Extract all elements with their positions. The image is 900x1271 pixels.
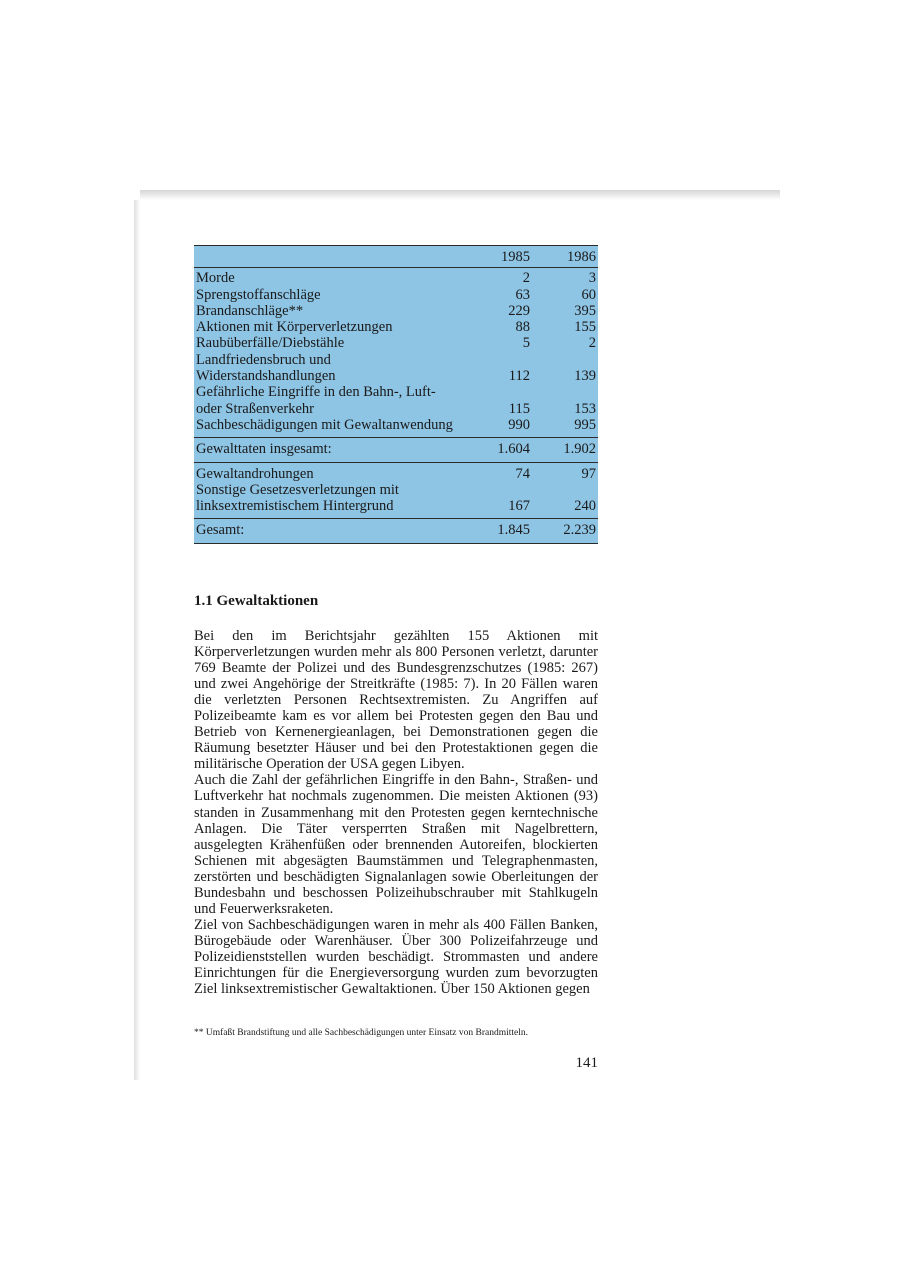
row-label: Widerstandshandlungen	[196, 368, 336, 385]
value-1986	[530, 482, 596, 498]
table-row	[194, 303, 598, 319]
value-1986: 97	[581, 465, 596, 482]
value-1986: 139	[574, 368, 596, 385]
row-label: Brandanschläge**	[196, 302, 304, 319]
value-1985	[478, 352, 530, 368]
row-label: Gefährliche Eingriffe in den Bahn-, Luft-	[196, 384, 436, 401]
value-1985: 167	[508, 498, 530, 515]
statistics-table	[194, 245, 598, 544]
row-label: Morde	[196, 270, 235, 287]
section-body	[194, 628, 598, 997]
value-1985: 2	[522, 270, 530, 287]
value-1985: 115	[508, 400, 530, 417]
total-1985: 1.845	[497, 522, 530, 539]
row-label: Sonstige Gesetzesverletzungen mit	[196, 481, 399, 498]
value-1986: 2	[588, 335, 596, 352]
row-label: oder Straßenverkehr	[196, 400, 314, 417]
value-1986	[530, 352, 596, 368]
year-1985-header: 1985	[501, 249, 530, 265]
value-1985: 88	[515, 319, 530, 336]
table-row	[194, 368, 598, 384]
page-number: 141	[575, 1055, 598, 1071]
table-row	[194, 335, 598, 351]
row-label: Sprengstoffanschläge	[196, 286, 321, 303]
value-1986: 155	[574, 319, 596, 336]
footnote: ** Umfaßt Brandstiftung und alle Sachbeschädigungen unter Einsatz von Brandmitteln.	[194, 1028, 529, 1038]
row-label: Raubüberfälle/Diebstähle	[196, 335, 345, 352]
table-row-subtotal	[194, 438, 598, 461]
value-1986: 3	[588, 270, 596, 287]
table-row	[194, 287, 598, 303]
row-label: linksextremistischem Hintergrund	[196, 498, 394, 515]
body-paragraph-3: Ziel von Sachbeschädigungen waren in mehr als 400 Fällen Banken, Bürogebäude oder Warenhäuser. Über 300 Polizeifahrzeuge und Polizeidienststellen wurden beschädigt. Strommasten und andere Einrichtungen für die Energieversorgung wurden zum bevorzugten Ziel linksextremistischer Gewaltaktionen. Über 150 Aktionen gegen	[194, 916, 598, 998]
table-row	[194, 401, 598, 417]
table-body-group-2	[194, 463, 598, 519]
subtotal-1986: 1.902	[563, 441, 596, 458]
table-row-total	[194, 519, 598, 542]
value-1986: 153	[574, 400, 596, 417]
value-1986: 240	[574, 498, 596, 515]
subtotal-1985: 1.604	[497, 441, 530, 458]
table-row	[194, 466, 598, 482]
table-body-group	[194, 268, 598, 437]
value-1985: 5	[522, 335, 530, 352]
subtotal-label: Gewalttaten insgesamt:	[196, 441, 332, 458]
section-heading: 1.1 Gewaltaktionen	[194, 593, 319, 609]
value-1985: 112	[508, 368, 530, 385]
body-paragraph-2: Auch die Zahl der gefährlichen Eingriffe in den Bahn-, Straßen- und Luftverkehr hat nochmals zugenommen. Die meisten Aktionen (93) standen in Zusammenhang mit den Protesten gegen kerntechnische Anlagen. Die Täter versperrten Straßen mit Nagelbrettern, ausgelegten Krähenfüßen oder brennenden Autoreifen, blockierten Schienen mit abgesägten Baumstämmen und Telegraphenmasten, zerstörten und beschädigten Signalanlagen sowie Oberleitungen der Bundesbahn und beschossen Polizeihubschrauber mit Stahlkugeln und Feuerwerksraketen.	[194, 772, 598, 917]
table-header-label	[196, 249, 478, 265]
value-1985: 990	[508, 416, 530, 433]
row-label: Aktionen mit Körperverletzungen	[196, 319, 393, 336]
total-1986: 2.239	[563, 522, 596, 539]
value-1985: 229	[508, 302, 530, 319]
year-1986-header: 1986	[567, 249, 596, 265]
row-label: Sachbeschädigungen mit Gewaltanwendung	[196, 416, 453, 433]
table-row	[194, 319, 598, 335]
table-row	[194, 270, 598, 286]
row-label: Landfriedensbruch und	[196, 351, 331, 368]
total-label: Gesamt:	[196, 522, 245, 539]
table-row	[194, 482, 598, 498]
value-1986: 995	[574, 416, 596, 433]
table-row	[194, 352, 598, 368]
value-1985	[478, 482, 530, 498]
value-1986: 395	[574, 302, 596, 319]
table-bottom-rule	[194, 543, 598, 544]
table-row	[194, 417, 598, 433]
value-1986: 60	[581, 286, 596, 303]
table-header-row	[194, 246, 598, 267]
body-paragraph-1: Bei den im Berichtsjahr gezählten 155 Aktionen mit Körperverletzungen wurden mehr als 800 Personen verletzt, darunter 769 Beamte der Polizei und des Bundesgrenzschutzes (1985: 267) und zwei Angehörige der Streitkräfte (1985: 7). In 20 Fällen waren die verletzten Personen Rechtsextremisten. Zu Angriffen auf Polizeibeamte kam es vor allem bei Protesten gegen den Bau und Betrieb von Kernenergieanlagen, bei Demonstrationen gegen die Räumung besetzter Häuser und bei den Protestaktionen gegen die militärische Operation der USA gegen Libyen.	[194, 628, 598, 773]
row-label: Gewaltandrohungen	[196, 465, 314, 482]
scan-edge-left	[134, 200, 140, 1080]
value-1985	[478, 384, 530, 400]
value-1986	[530, 384, 596, 400]
table-row	[194, 498, 598, 514]
table-row	[194, 384, 598, 400]
value-1985: 63	[515, 286, 530, 303]
value-1985: 74	[515, 465, 530, 482]
scan-edge-top	[140, 190, 780, 200]
